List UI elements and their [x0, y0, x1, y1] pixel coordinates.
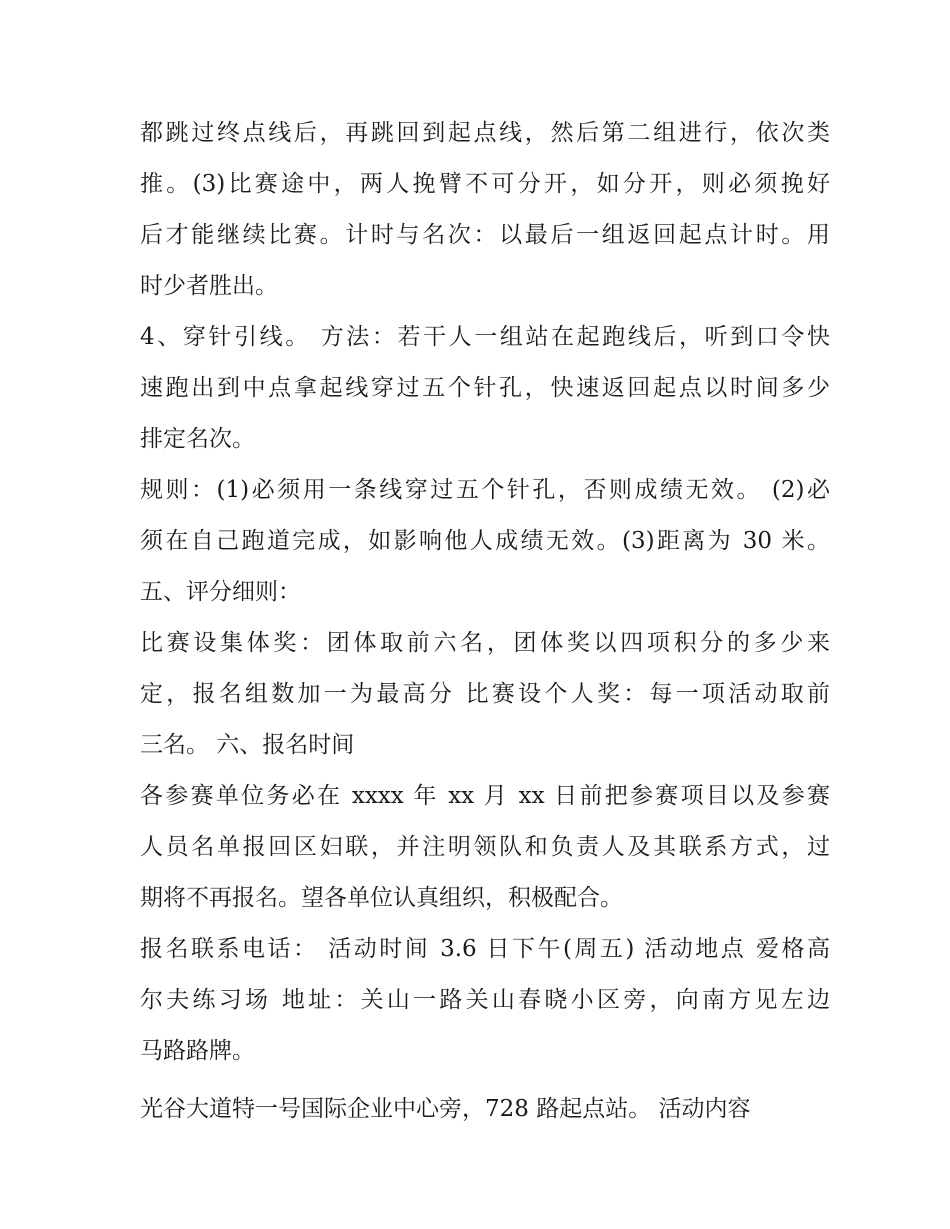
- section-heading: 五、评分细则：: [140, 579, 301, 605]
- text-line: 马路路牌。: [140, 1038, 255, 1064]
- text-line: 排定名次。: [140, 426, 255, 452]
- text-line: 推。(3)比赛途中，两人挽臂不可分开，如分开，则必须挽好: [140, 171, 830, 197]
- text-line: 报名联系电话： 活动时间 3.6 日下午(周五) 活动地点 爱格高: [140, 936, 830, 962]
- text-line: 比赛设集体奖：团体取前六名，团体奖以四项积分的多少来: [140, 630, 830, 656]
- text-line: 各参赛单位务必在 xxxx 年 xx 月 xx 日前把参赛项目以及参赛: [140, 783, 830, 809]
- text-line: 三名。 六、报名时间: [140, 732, 355, 758]
- text-line: 4、穿针引线。 方法：若干人一组站在起跑线后，听到口令快: [140, 324, 830, 350]
- text-line: 规则：(1)必须用一条线穿过五个针孔，否则成绩无效。 (2)必: [140, 477, 830, 503]
- text-line: 人员名单报回区妇联，并注明领队和负责人及其联系方式，过: [140, 834, 830, 860]
- text-line: 期将不再报名。望各单位认真组织，积极配合。: [140, 885, 623, 911]
- text-line: 须在自己跑道完成，如影响他人成绩无效。(3)距离为 30 米。: [140, 528, 830, 554]
- document-body: [140, 108, 830, 1135]
- text-line: 定，报名组数加一为最高分 比赛设个人奖：每一项活动取前: [140, 681, 830, 707]
- text-line: 都跳过终点线后，再跳回到起点线，然后第二组进行，依次类: [140, 120, 830, 146]
- text-line: 尔夫练习场 地址：关山一路关山春晓小区旁，向南方见左边: [140, 987, 830, 1013]
- text-line: 后才能继续比赛。计时与名次：以最后一组返回起点计时。用: [140, 222, 830, 248]
- text-line: 光谷大道特一号国际企业中心旁，728 路起点站。 活动内容: [140, 1096, 751, 1122]
- text-line: 时少者胜出。: [140, 273, 278, 299]
- text-line: 速跑出到中点拿起线穿过五个针孔，快速返回起点以时间多少: [140, 375, 830, 401]
